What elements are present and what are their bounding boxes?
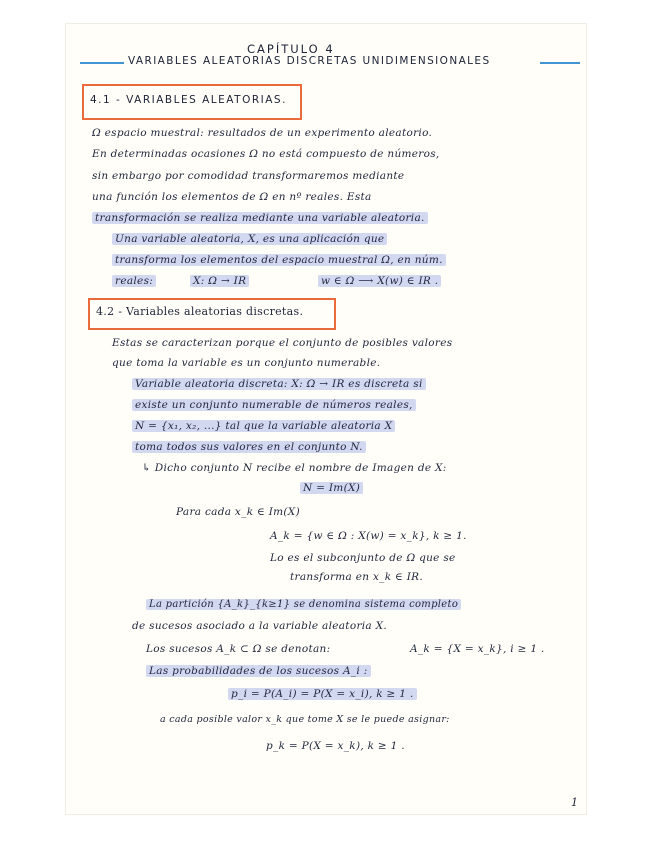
s1-line-5-text: transformación se realiza mediante una variable aleatoria. — [92, 212, 428, 224]
s1-line-7-text: transforma los elementos del espacio muestral Ω, en núm. — [112, 254, 446, 266]
s2-line-6 — [132, 441, 366, 453]
page-number: 1 — [571, 796, 579, 809]
cada-line: a cada posible valor x_k que tome X se le puede asignar: — [160, 714, 450, 725]
s2-line-1: Estas se caracterizan porque el conjunto de posibles valores — [112, 337, 453, 349]
title-rule-right — [540, 62, 580, 64]
section2-heading: 4.2 - Variables aleatorias discretas. — [96, 305, 304, 318]
chapter-label: CAPÍTULO 4 — [247, 42, 335, 56]
s2-line-3-text: Variable aleatoria discreta: X: Ω → IR es discreta si — [132, 378, 426, 390]
s1-line-8-text: reales: — [112, 275, 156, 287]
s1-map-rule — [318, 275, 441, 287]
s2-line-2: que toma la variable es un conjunto numerable. — [112, 357, 381, 369]
s1-line-4: una función los elementos de Ω en nº reales. Esta — [92, 191, 372, 203]
s1-line-1: Ω espacio muestral: resultados de un experimento aleatorio. — [92, 127, 433, 139]
prob-line — [146, 665, 371, 677]
s2-line-4-text: existe un conjunto numerable de números reales, — [132, 399, 416, 411]
a-k-definition: A_k = {w ∈ Ω : X(w) = x_k}, k ≥ 1. — [270, 530, 467, 542]
final-formula: p_k = P(X = x_k), k ≥ 1 . — [266, 740, 405, 752]
image-definition-text: N = Im(X) — [300, 482, 363, 494]
subset-line-2: transforma en x_k ∈ IR. — [290, 571, 424, 583]
s2-line-3 — [132, 378, 426, 390]
s1-line-5 — [92, 212, 428, 224]
title-rule-left — [80, 62, 124, 64]
s2-line-7: ↳ Dicho conjunto N recibe el nombre de Imagen de X: — [142, 462, 447, 474]
particion-line-1 — [146, 598, 461, 610]
s2-line-5-text: N = {x₁, x₂, ...} tal que la variable aleatoria X — [132, 420, 395, 432]
s1-line-2: En determinadas ocasiones Ω no está compuesto de números, — [92, 148, 440, 160]
s1-line-7 — [112, 254, 446, 266]
s1-map — [190, 275, 249, 287]
s1-line-6-text: Una variable aleatoria, X, es una aplicación que — [112, 233, 387, 245]
s1-line-8 — [112, 275, 156, 287]
para-cada-line: Para cada x_k ∈ Im(X) — [176, 506, 300, 518]
s2-line-6-text: toma todos sus valores en el conjunto N. — [132, 441, 366, 453]
sucesos-line: Los sucesos A_k ⊂ Ω se denotan: — [146, 643, 331, 655]
prob-line-text: Las probabilidades de los sucesos A_i : — [146, 665, 371, 677]
prob-formula — [228, 688, 417, 700]
chapter-title: VARIABLES ALEATORIAS DISCRETAS UNIDIMENSIONALES — [128, 55, 491, 67]
s1-line-3: sin embargo por comodidad transformaremos mediante — [92, 170, 405, 182]
particion-line-1-text: La partición {A_k}_{k≥1} se denomina sistema completo — [146, 599, 461, 610]
s1-map-text: X: Ω → IR — [190, 275, 249, 287]
prob-formula-text: p_i = P(A_i) = P(X = x_i), k ≥ 1 . — [228, 688, 417, 700]
particion-line-2: de sucesos asociado a la variable aleatoria X. — [132, 620, 388, 632]
s2-line-4 — [132, 399, 416, 411]
image-definition — [300, 482, 363, 494]
section1-heading: 4.1 - VARIABLES ALEATORIAS. — [90, 94, 287, 106]
subset-line-1: Lo es el subconjunto de Ω que se — [270, 552, 456, 564]
sucesos-rhs: A_k = {X = x_k}, i ≥ 1 . — [410, 643, 545, 655]
s1-map-rule-text: w ∈ Ω ⟶ X(w) ∈ IR . — [318, 275, 441, 287]
s2-line-5 — [132, 420, 395, 432]
s1-line-6 — [112, 233, 387, 245]
